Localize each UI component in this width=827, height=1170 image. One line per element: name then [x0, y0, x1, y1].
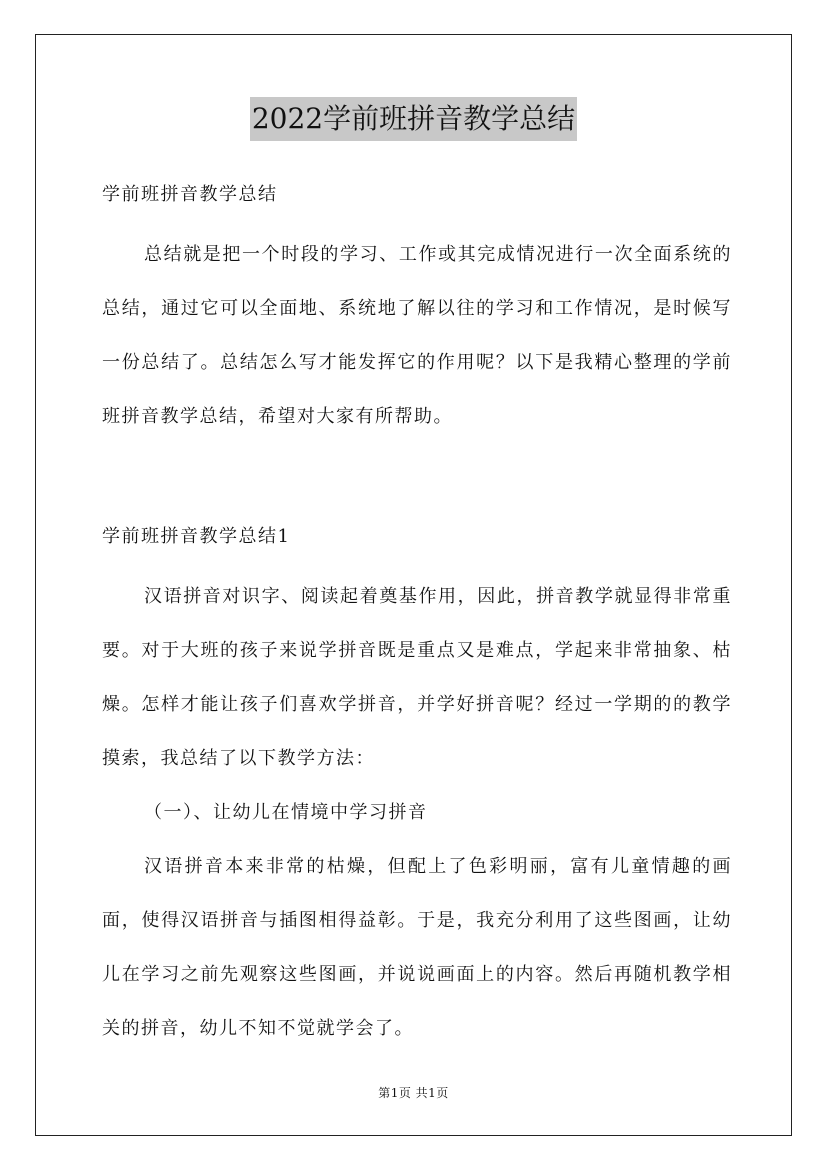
- part1-heading: 学前班拼音教学总结1: [102, 526, 291, 547]
- blank-spacer: [102, 444, 732, 518]
- document-body: [102, 176, 732, 1056]
- part1-paragraph-2: 汉语拼音本来非常的枯燥，但配上了色彩明丽，富有儿童情趣的画面，使得汉语拼音与插图相得益彰。于是，我充分利用了这些图画，让幼儿在学习之前先观察这些图画，并说说画面上的内容。然后再随机教学相关的拼音，幼儿不知不觉就学会了。: [102, 856, 732, 1039]
- intro-paragraph: 总结就是把一个时段的学习、工作或其完成情况进行一次全面系统的总结，通过它可以全面地、系统地了解以往的学习和工作情况，是时候写一份总结了。总结怎么写才能发挥它的作用呢？以下是我精心整理的学前班拼音教学总结，希望对大家有所帮助。: [102, 244, 732, 427]
- title-container: [0, 97, 827, 141]
- document-title: 2022学前班拼音教学总结: [250, 97, 577, 141]
- section-heading: 学前班拼音教学总结: [102, 184, 278, 205]
- part1-subheading: （一）、让幼儿在情境中学习拼音: [144, 802, 428, 823]
- part1-paragraph-1: 汉语拼音对识字、阅读起着奠基作用，因此，拼音教学就显得非常重要。对于大班的孩子来说学拼音既是重点又是难点，学起来非常抽象、枯燥。怎样才能让孩子们喜欢学拼音，并学好拼音呢？经过一学期的的教学摸索，我总结了以下教学方法：: [102, 586, 732, 769]
- page-footer: 第1页 共1页: [378, 1086, 449, 1100]
